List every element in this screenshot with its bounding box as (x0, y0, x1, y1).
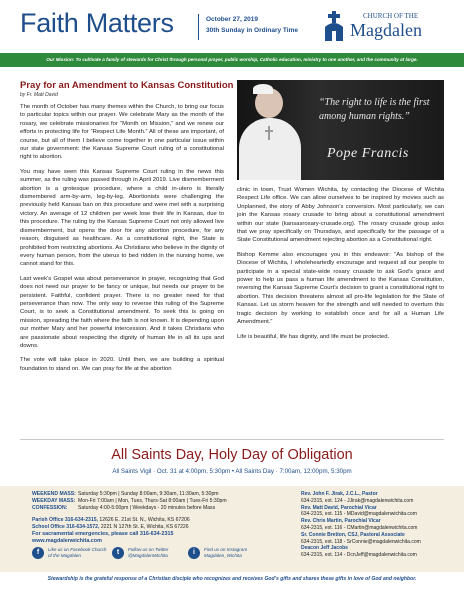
mass-time-text: Saturday 4:00-5:00pm | Weekdays - 20 minutes before Mass (78, 505, 216, 512)
stewardship-footer: Stewardship is the grateful response of a Christian disciple who recognizes and receives God’s gifts and shares these gifts in love of God and neighbor. (47, 576, 417, 582)
twitter-text: Follow us on Twitter @MagdalenWichita (128, 547, 169, 558)
mass-time-row (32, 491, 290, 498)
pectoral-cross-icon (265, 126, 273, 140)
article-paragraph: The month of October has many themes within the Church, to bring our focus to particular topics within our prayer. We celebrate Mary as the month of the rosary, we celebrate missionaries for “Month on Mission,” and we renew our efforts in protecting life for “Respect Life Month.” All of these are important, of course, but all of them I believe come together in one particular issue within our state government: the Kansas Supreme Court ruling of a constitutional right to abortion. (20, 104, 224, 161)
staff-contact: 634-2315, ext. 124 - JJirak@magdalenwichita.com (301, 497, 414, 504)
facebook-link[interactable] (32, 546, 112, 564)
zucchetto (253, 84, 273, 94)
newsletter-title: Faith Matters (20, 8, 174, 38)
staff-name: Deacon Jeff Jacobs (301, 545, 348, 552)
staff-directory (301, 491, 461, 559)
mass-time-label: WEEKDAY MASS: (32, 498, 76, 505)
article-paragraph: The vote will take place in 2020. Until then, we are building a spiritual foundation to stand on. We can pray for life at the abortion (20, 357, 224, 372)
instagram-icon: i (188, 547, 200, 559)
pope-quote-photo (237, 80, 444, 180)
staff-contact: 634-2315, ext. 116 - CMartin@magdalenwichita.com (301, 524, 418, 531)
issue-date: October 27, 2019 (206, 16, 259, 23)
staff-contact: 634-2315, ext. 114 - DcnJeff@magdalenwichita.com (301, 552, 417, 559)
mission-statement: Our Mission: To cultivate a family of stewards for Christ through personal prayer, public worship, Catholic education, ministry to one another, and the community at large. (0, 53, 464, 67)
article-title: Pray for an Amendment to Kansas Constitution (20, 80, 234, 91)
mass-time-row (32, 498, 290, 505)
article-byline: by Fr. Matt David (20, 92, 58, 98)
mass-time-text: Mon-Fri 7:00am | Mon, Tues, Thurs-Sat 8:00am | Tues-Fri 5:30pm (78, 498, 227, 505)
emergency-line: For sacramental emergencies, please call 316-634-2315 (32, 531, 174, 538)
parish-office-line (32, 517, 290, 524)
twitter-link[interactable] (112, 546, 192, 564)
parish-office-label: Parish Office 316-634-2315, (32, 516, 98, 523)
twitter-icon: t (112, 547, 124, 559)
liturgical-occasion: 30th Sunday in Ordinary Time (206, 27, 298, 34)
mass-time-label: CONFESSION: (32, 505, 68, 512)
staff-contact: 634-2315, ext. 118 - SrConnie@magdalenwichita.com (301, 538, 421, 545)
photo-quote: “The right to life is the first among human rights.” (319, 97, 430, 122)
article-column-left (20, 103, 224, 379)
article-column-right (237, 186, 444, 347)
church-logo-icon (323, 11, 345, 41)
masthead-divider (198, 14, 199, 40)
article-paragraph: Life is beautiful, life has dignity, and life must be protected. (237, 333, 390, 340)
school-office-address: 2221 N 127th St. E, Wichita, KS 67226 (100, 523, 189, 530)
instagram-link[interactable] (188, 546, 268, 564)
article-paragraph: Last week’s Gospel was about perseverance in prayer, recognizing that God does not need our prayer to be fancy or unique, but needs our prayer to be persistent. Faithful, confident prayer. There is no greater need for that perseverance than now. The only way to reverse this ruling of the Supreme Court, is to seek a Constitutional amendment. To seek this is going on mission, spreading the faith where the faith is not known. It is depending upon our mother Mary and her powerful intercession. And it takes Christians who are passionate about respecting the dignity of human life in all its ups and downs. (20, 275, 224, 349)
article-paragraph: You may have seen this Kansas Supreme Court ruling in the news this summer, as the ruling was passed through in April 2019. Live dismemberment abortion is a grotesque procedure, where a child in-utero is literally dismembered arm-by-arm, leg-by-leg. Abortionists were challenging the previously held Kansas ban on this procedure and were met with a surprising victory. An average of 12 children per week lose their life in Kansas, due to this procedure. The ruling by the Kansas Supreme Court not only allowed live dismemberment, but opens the door for any abortion procedure, for any reason, disguised as healthcare. As a constitutional right, the State is prohibited from restricting abortions. As Christians who believe in the dignity of every human person, from the uterus to bed ridden in the nursing home, we cannot stand for this. (20, 168, 224, 268)
website-link[interactable]: www.magdalenwichita.com (32, 538, 102, 545)
instagram-text: Find us on Instagram Magdalen_Wichita (204, 547, 248, 558)
photo-quote-attribution: Pope Francis (327, 146, 409, 161)
mass-and-office-info (32, 491, 290, 545)
article-paragraph: Bishop Kemme also encourages you in this endeavor: “As bishop of the Diocese of Wichita, I wholeheartedly encourage and request all our people to participate in a special state-wide rosary crusade to ask God’s grace and power to help us pass a human life amendment to the Kansas Constitution, reversing the Kansas Supreme Court’s decision to grant a constitutional right to abortion. This decision threatens almost all pro-life legislation for the State of Kansas. Let us storm heaven for the strength and will needed to overturn this tragic decision by working to establish once and for all a Human Life Amendment.” (237, 251, 444, 326)
section-divider (20, 439, 444, 440)
school-office-label: School Office 316-634-1572, (32, 523, 100, 530)
staff-name: Rev. Matt David, Parochial Vicar (301, 504, 377, 511)
mass-time-row (32, 505, 290, 512)
mass-time-label: WEEKEND MASS: (32, 491, 76, 497)
masthead (0, 0, 464, 50)
facebook-icon: f (32, 547, 44, 559)
logo-church-of-the: CHURCH OF THE (363, 12, 419, 20)
feast-title: All Saints Day, Holy Day of Obligation (111, 447, 353, 463)
mass-time-text: Saturday 5:30pm | Sunday 8:00am, 9:30am, 11:30am, 5:30pm (78, 491, 219, 497)
facebook-text: Like us on Facebook Church of the Magdalen (48, 547, 107, 558)
staff-name: Rev. John F. Jirak, J.C.L., Pastor (301, 491, 378, 497)
staff-name: Rev. Chris Martin, Parochial Vicar (301, 518, 381, 525)
logo-magdalen: Magdalen (350, 20, 422, 40)
school-office-line (32, 524, 290, 531)
staff-name: Sr. Connie Bretton, CSJ, Pastoral Associate (301, 531, 405, 538)
article-paragraph: clinic in town, Trust Women Wichita, by contacting the Diocese of Wichita Respect Life office. We can allow ourselves to be inspired by movies such as Unplanned, the story of Abby Johnson’s conversion. Most particularly, we can join the Kansas rosary crusade to bring about a constitutional amendment within our state (kansasrosary-crusade.org). The rosary crusade group asks that we pray specifically on Thursdays, and specifically for the passage of a State Constitutional amendment rejecting abortion as a Constitutional right. (237, 187, 444, 244)
feast-schedule: All Saints Vigil · Oct. 31 at 4:00pm, 5:30pm • All Saints Day · 7:00am, 12:00pm, 5:30pm (112, 468, 352, 475)
parish-office-address: 12626 E. 21st St. N., Wichita, KS 67206 (99, 516, 190, 523)
staff-contact: 634-2315, ext. 115 - MDavid@magdalenwichita.com (301, 511, 417, 518)
